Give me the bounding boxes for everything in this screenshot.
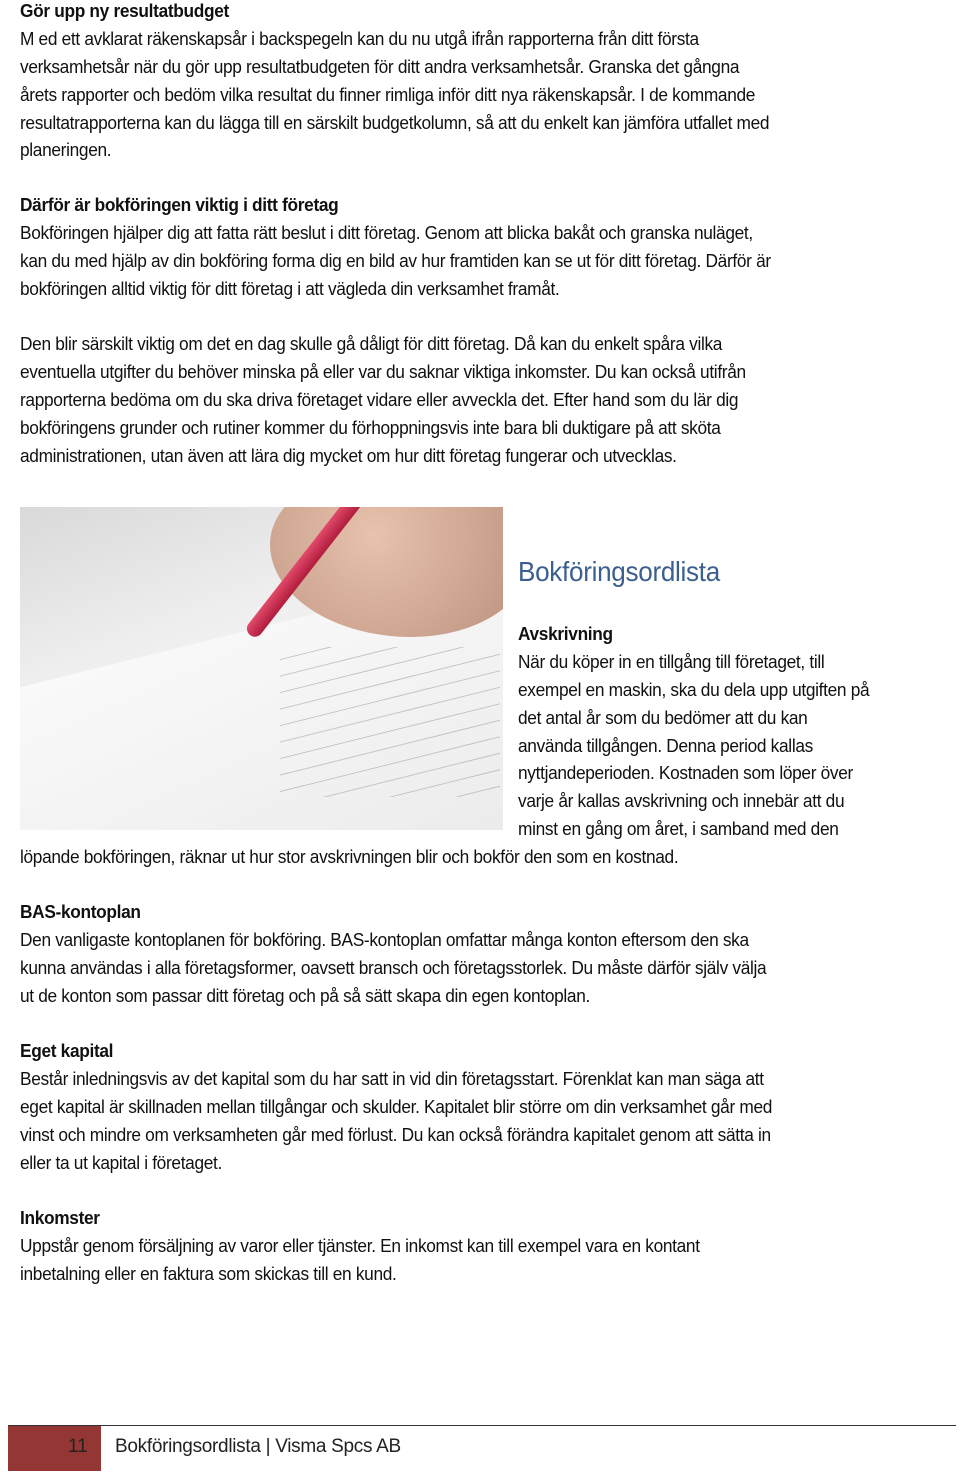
section-budget [20,0,826,164]
paragraph-line: årets rapporter och bedöm vilka resultat du finner rimliga inför ditt nya räkenskapsår. I de kommande [20,83,756,105]
paragraph-line: eventuella utgifter du behöver minska på eller var du saknar viktiga inkomster. Du kan också utifrån [20,360,746,382]
paragraph-line: nyttjandeperioden. Kostnaden som löper över [518,762,853,784]
term-inkomster [20,1204,751,1288]
footer-divider [8,1425,956,1426]
photo-hand-writing-with-pen [20,507,503,830]
paragraph-line: exempel en maskin, ska du dela upp utgiften på [518,678,870,700]
paragraph-line: Uppstår genom försäljning av varor eller tjänster. En inkomst kan till exempel vara en kontant [20,1234,700,1256]
paragraph-line: använda tillgången. Denna period kallas [518,734,813,756]
term-eget-kapital [20,1037,829,1176]
glossary-title: Bokföringsordlista [518,556,720,587]
term-heading: BAS-kontoplan [20,901,141,922]
footer-text: Bokföringsordlista | Visma Spcs AB [115,1436,401,1457]
paragraph-line: Bokföringen hjälper dig att fatta rätt beslut i ditt företag. Genom att blicka bakåt och granska nuläget, [20,221,753,243]
paragraph-line: bokföringens grunder och rutiner kommer du förhoppningsvis inte bara bli duktigare på att sköta [20,416,721,438]
paragraph-line: det antal år som du bedömer att du kan [518,706,808,728]
paragraph-line: resultatrapporterna kan du lägga till en särskilt budgetkolumn, så att du enkelt kan jämföra utfallet med [20,111,770,133]
paragraph-line: Består inledningsvis av det kapital som du har satt in vid din företagsstart. Förenklat kan man säga att [20,1067,764,1089]
paragraph-line: När du köper in en tillgång till företaget, till [518,650,825,672]
page-number: 11 [68,1436,88,1457]
paragraph-bad-times [20,330,800,469]
section-importance [20,191,827,303]
paragraph-line: eget kapital är skillnaden mellan tillgångar och skulder. Kapitalet blir större om din verksamhet går med [20,1095,773,1117]
paragraph-line: varje år kallas avskrivning och innebär att du [518,790,845,812]
term-avskrivning [518,620,896,843]
paragraph-line: vinst och mindre om verksamheten går med förlust. Du kan också förändra kapitalet genom att sätta in [20,1123,771,1145]
term-heading: Inkomster [20,1207,100,1228]
paragraph-line: minst en gång om året, i samband med den [518,818,839,840]
paragraph-line: löpande bokföringen, räknar ut hur stor avskrivningen blir och bokför den som en kostnad. [20,846,679,867]
paragraph-line: bokföringen alltid viktig för ditt företag i att vägleda din verksamhet framåt. [20,277,560,299]
paragraph-line: M ed ett avklarat räkenskapsår i backspegeln kan du nu utgå ifrån rapporterna från ditt första [20,27,699,49]
paragraph-line: inbetalning eller en faktura som skickas till en kund. [20,1262,397,1284]
paragraph-line: kan du med hjälp av din bokföring forma dig en bild av hur framtiden kan se ut för ditt företag. Därför är [20,249,771,271]
paragraph-line: planeringen. [20,139,112,161]
term-heading: Avskrivning [518,623,613,644]
paragraph-line: rapporterna bedöma om du ska driva företaget vidare eller avveckla det. Efter hand som du lär dig [20,388,739,410]
section-heading: Därför är bokföringen viktig i ditt företag [20,194,339,215]
section-heading: Gör upp ny resultatbudget [20,0,229,21]
paragraph-line: kunna användas i alla företagsformer, oavsett bransch och företagsstorlek. Du måste därför själv välja [20,956,767,978]
paragraph-line: administrationen, utan även att lära dig mycket om hur ditt företag fungerar och utvecklas. [20,444,677,466]
term-bas-kontoplan [20,898,822,1010]
term-heading: Eget kapital [20,1040,114,1061]
paragraph-line: verksamhetsår när du gör upp resultatbudgeten för ditt andra verksamhetsår. Granska det gångna [20,55,740,77]
paragraph-line: eller ta ut kapital i företaget. [20,1151,223,1173]
paragraph-line: Den blir särskilt viktig om det en dag skulle gå dåligt för ditt företag. Då kan du enkelt spåra vilka [20,333,723,354]
paragraph-line: ut de konton som passar ditt företag och på så sätt skapa din egen kontoplan. [20,984,590,1006]
term-avskrivning-continued [20,843,728,871]
paragraph-line: Den vanligaste kontoplanen för bokföring. BAS-kontoplan omfattar många konton eftersom den ska [20,928,749,950]
